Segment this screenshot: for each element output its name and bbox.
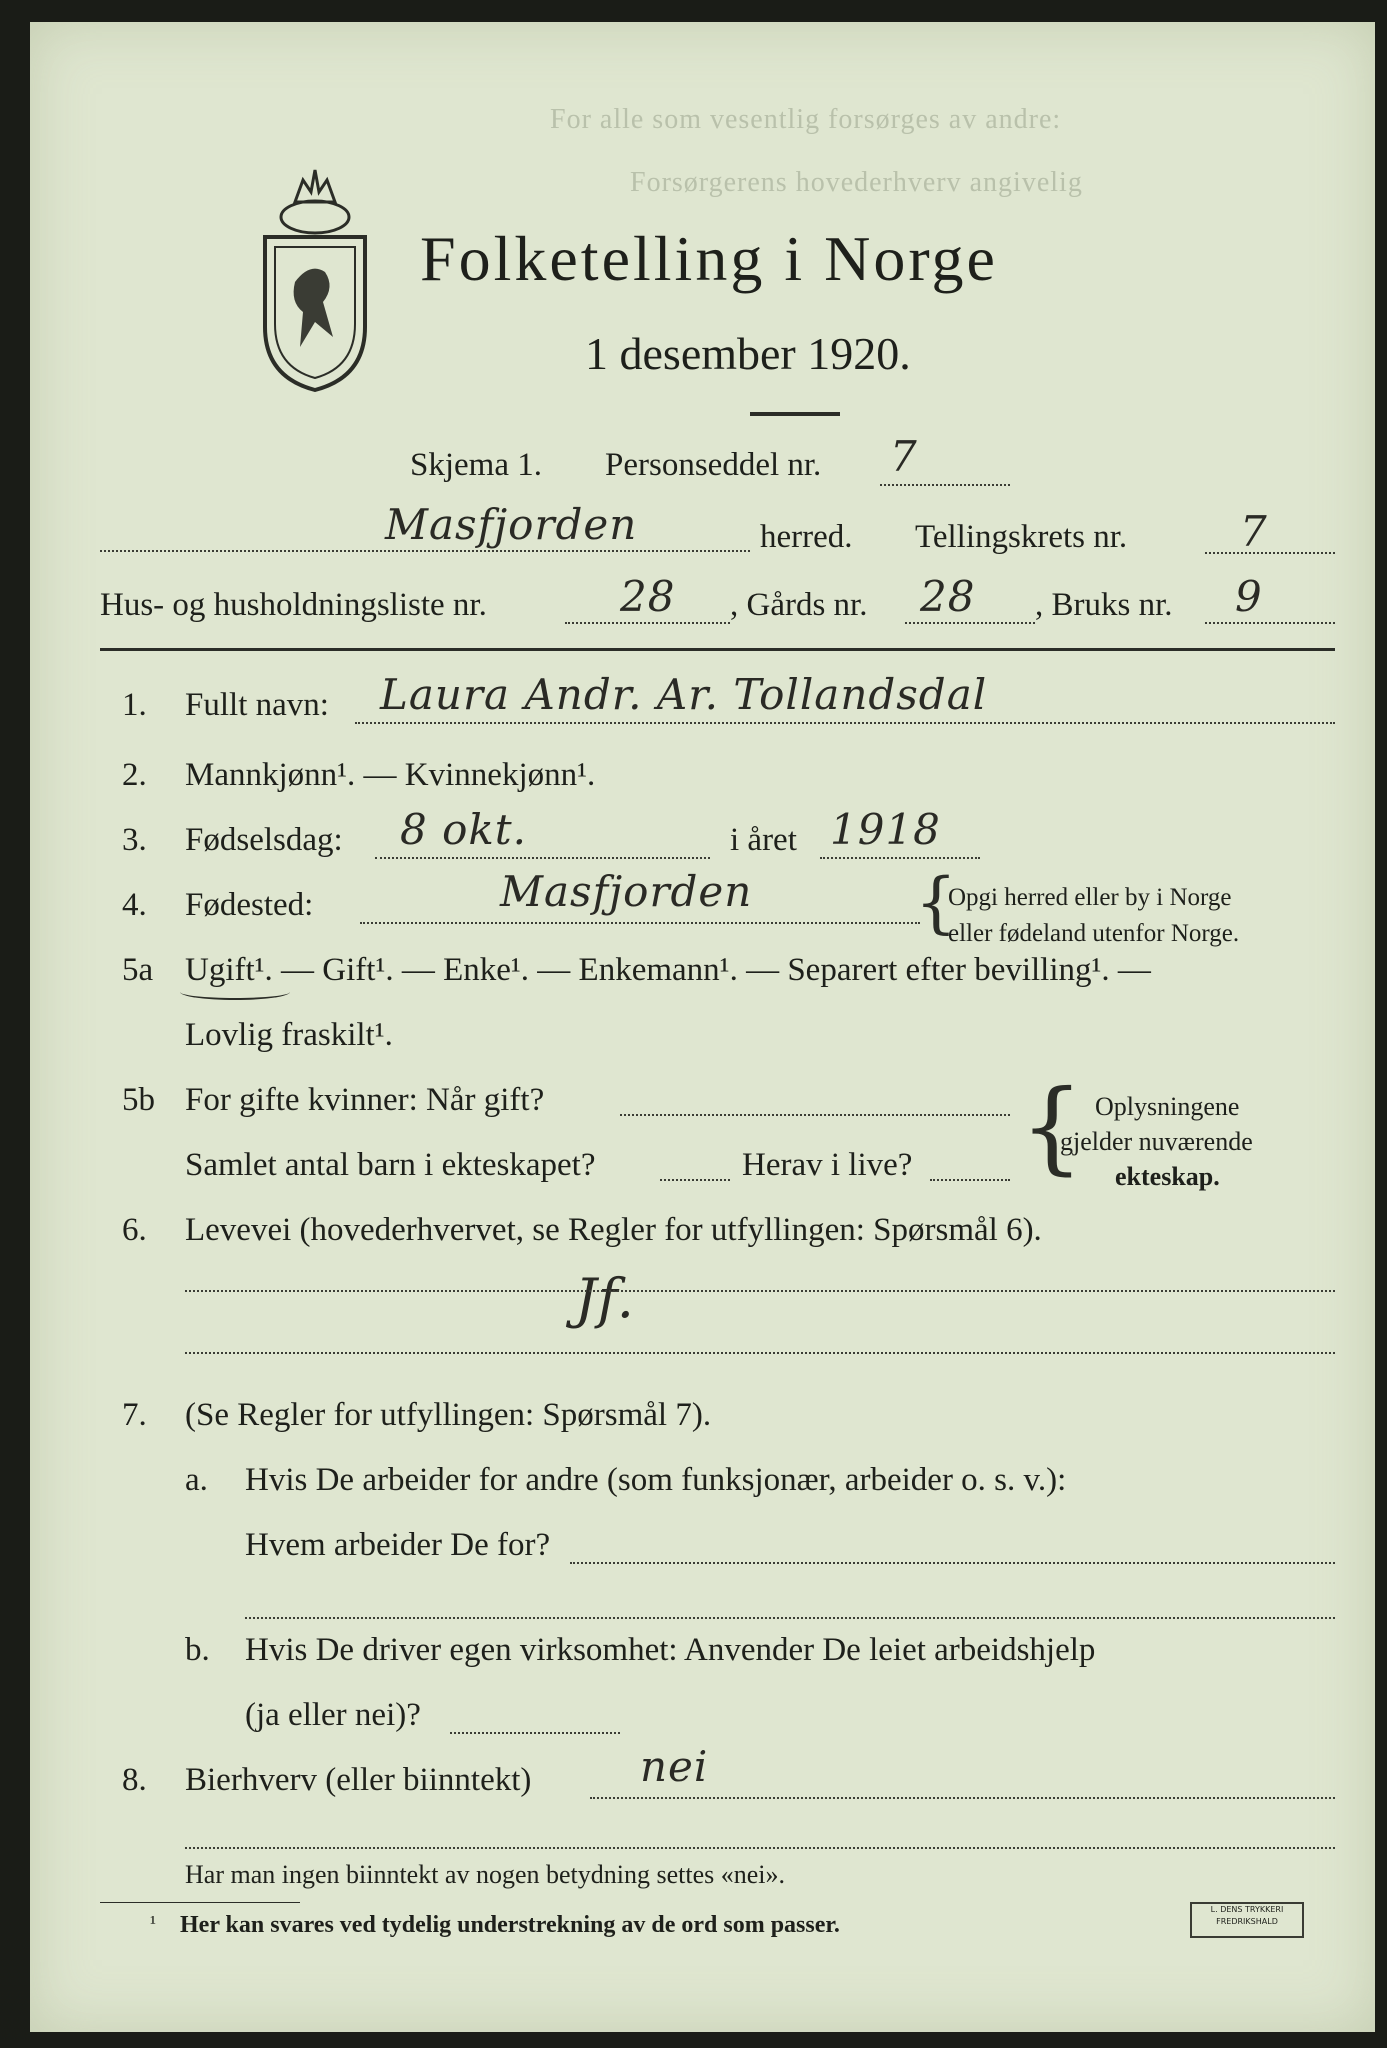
q6-line-1 <box>185 1290 1335 1292</box>
q2-label: Mannkjønn¹. — Kvinnekjønn¹. <box>185 757 596 793</box>
q7b-number: b. <box>185 1632 210 1668</box>
q5b-alive-line <box>930 1179 1010 1181</box>
q7b-line <box>450 1732 620 1734</box>
q5a-line-2: Lovlig fraskilt¹. <box>185 1017 393 1053</box>
footnote-text: Her kan svares ved tydelig understrekning av de ord som passer. <box>180 1912 840 1938</box>
q4-value: Masfjorden <box>500 867 753 916</box>
q2-number: 2. <box>122 757 147 793</box>
herred-label: herred. <box>760 519 853 555</box>
q7a-line-2: Hvem arbeider De for? <box>245 1527 551 1563</box>
q4-note-1: Opgi herred eller by i Norge <box>948 884 1232 911</box>
personseddel-label: Personseddel nr. <box>605 447 822 483</box>
bleed-through-text-1: For alle som vesentlig forsørges av andre: <box>550 104 1062 135</box>
q7-number: 7. <box>122 1397 147 1433</box>
tellingskrets-label: Tellingskrets nr. <box>915 519 1128 555</box>
q3-year-value: 1918 <box>830 805 941 854</box>
q7a-number: a. <box>185 1462 208 1498</box>
q5b-number: 5b <box>122 1082 155 1118</box>
q5b-line-1: For gifte kvinner: Når gift? <box>185 1082 545 1118</box>
footnote-rule <box>100 1902 300 1903</box>
q1-line <box>355 722 1335 724</box>
q8-line-2 <box>185 1847 1335 1849</box>
q5b-note-1: Oplysningene <box>1095 1092 1240 1121</box>
q5a-number: 5a <box>122 952 154 988</box>
q1-number: 1. <box>122 687 147 723</box>
q5b-line-2a: Samlet antal barn i ekteskapet? <box>185 1147 596 1183</box>
ugift-underline-mark <box>180 984 290 1000</box>
q6-value: Jf. <box>575 1267 635 1330</box>
q4-line <box>360 922 920 924</box>
q5b-children-line <box>660 1179 730 1181</box>
title-divider <box>750 412 840 416</box>
herred-line <box>100 550 750 552</box>
q8-value: nei <box>640 1742 709 1791</box>
q5b-line-2b: Herav i live? <box>742 1147 913 1183</box>
q4-brace: { <box>915 864 957 941</box>
q7-label: (Se Regler for utfyllingen: Spørsmål 7). <box>185 1397 712 1433</box>
norwegian-coat-of-arms-icon <box>255 162 375 392</box>
q5b-brace: { <box>1020 1068 1084 1185</box>
skjema-label: Skjema 1. <box>410 447 542 483</box>
printer-stamp: L. DENS TRYKKERI FREDRIKSHALD <box>1190 1902 1304 1938</box>
q7a-line-1: Hvis De arbeider for andre (som funksjonær, arbeider o. s. v.): <box>245 1462 1067 1498</box>
q6-line-2 <box>185 1352 1335 1354</box>
footnote-mark: ¹ <box>150 1912 156 1934</box>
gards-label: , Gårds nr. <box>730 587 868 623</box>
bruks-line <box>1205 622 1335 624</box>
census-form-sheet <box>30 22 1375 2032</box>
hus-value: 28 <box>620 572 676 621</box>
q4-note-2: eller fødeland utenfor Norge. <box>948 920 1240 947</box>
q7b-line-2: (ja eller nei)? <box>245 1697 421 1733</box>
gards-value: 28 <box>920 572 976 621</box>
q8-number: 8. <box>122 1762 147 1798</box>
q5a-line-1: Ugift¹. — Gift¹. — Enke¹. — Enkemann¹. — Separert efter bevilling¹. — <box>185 952 1151 988</box>
q6-label: Levevei (hovederhvervet, se Regler for utfyllingen: Spørsmål 6). <box>185 1212 1042 1248</box>
q7b-line-1: Hvis De driver egen virksomhet: Anvender De leiet arbeidshjelp <box>245 1632 1096 1668</box>
q3-year-label: i året <box>730 822 797 858</box>
personseddel-value: 7 <box>890 432 918 481</box>
tellingskrets-line <box>1205 552 1335 554</box>
form-date: 1 desember 1920. <box>585 328 911 379</box>
hus-label: Hus- og husholdningsliste nr. <box>100 587 487 623</box>
q5b-note-2: gjelder nuværende <box>1060 1127 1253 1156</box>
q4-number: 4. <box>122 887 147 923</box>
q8-line <box>590 1797 1335 1799</box>
q4-label: Fødested: <box>185 887 314 923</box>
q6-number: 6. <box>122 1212 147 1248</box>
q3-label: Fødselsdag: <box>185 822 343 858</box>
hus-line <box>565 622 730 624</box>
q7a-line-extra <box>245 1617 1335 1619</box>
bruks-value: 9 <box>1235 572 1263 621</box>
herred-value: Masfjorden <box>385 500 638 549</box>
q7a-line <box>570 1562 1335 1564</box>
q8-label: Bierhverv (eller biinntekt) <box>185 1762 532 1798</box>
gards-line <box>905 622 1035 624</box>
header-rule <box>100 648 1335 651</box>
bruks-label: , Bruks nr. <box>1035 587 1173 623</box>
q3-value: 8 okt. <box>400 805 528 854</box>
tellingskrets-value: 7 <box>1240 507 1268 556</box>
q3-year-line <box>820 857 980 859</box>
form-title: Folketelling i Norge <box>420 223 998 294</box>
q1-label: Fullt navn: <box>185 687 329 723</box>
q5b-when-line <box>620 1114 1010 1116</box>
q3-line <box>375 857 710 859</box>
q1-value: Laura Andr. Ar. Tollandsdal <box>380 670 988 719</box>
bleed-through-text-2: Forsørgerens hovederhverv angivelig <box>630 167 1083 198</box>
bierhverv-note: Har man ingen biinntekt av nogen betydning settes «nei». <box>185 1860 786 1889</box>
personseddel-line <box>880 484 1010 486</box>
q3-number: 3. <box>122 822 147 858</box>
q5b-note-3: ekteskap. <box>1115 1162 1220 1191</box>
